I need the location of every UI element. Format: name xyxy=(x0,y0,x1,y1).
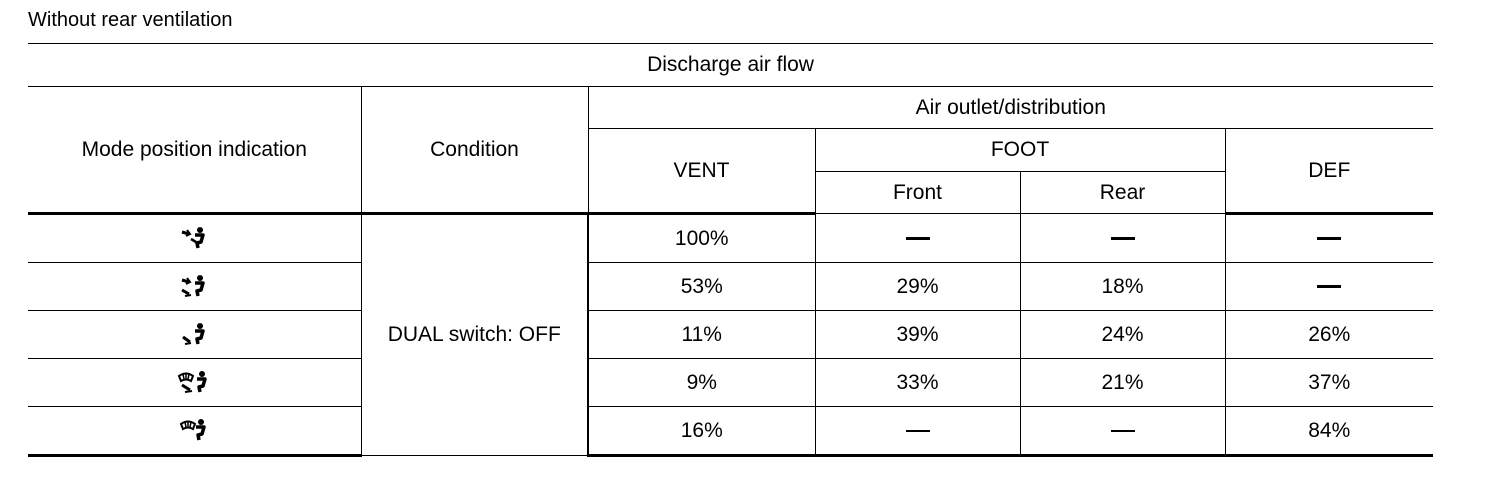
header-foot: FOOT xyxy=(815,129,1225,172)
table-row xyxy=(28,407,1433,456)
table-caption: Without rear ventilation xyxy=(28,9,233,31)
vent-value: 11% xyxy=(588,311,815,359)
dash-mark xyxy=(906,430,930,432)
rear-value: 24% xyxy=(1020,311,1225,359)
rear-value: 21% xyxy=(1020,359,1225,407)
def-value xyxy=(1225,263,1433,311)
vent-value: 100% xyxy=(588,214,815,263)
header-foot-front: Front xyxy=(815,172,1020,214)
table-row xyxy=(28,311,1433,359)
table-row xyxy=(28,359,1433,407)
mode-cell xyxy=(28,359,361,407)
def-value: 26% xyxy=(1225,311,1433,359)
def-value: 37% xyxy=(1225,359,1433,407)
header-mode-position: Mode position indication xyxy=(28,87,361,214)
discharge-air-flow-table xyxy=(28,43,1433,457)
table-row xyxy=(28,214,1433,263)
front-value: 29% xyxy=(815,263,1020,311)
dash-mark xyxy=(1111,237,1135,240)
header-condition: Condition xyxy=(361,87,588,214)
condition-cell: DUAL switch: OFF xyxy=(361,214,588,456)
front-value: 39% xyxy=(815,311,1020,359)
mode-cell xyxy=(28,263,361,311)
bi-level-mode-icon xyxy=(179,274,209,300)
def-value: 84% xyxy=(1225,407,1433,456)
front-value xyxy=(815,407,1020,456)
front-value xyxy=(815,214,1020,263)
rear-value xyxy=(1020,407,1225,456)
foot-defrost-mode-icon xyxy=(177,370,211,396)
vent-value: 53% xyxy=(588,263,815,311)
dash-mark xyxy=(1317,285,1341,288)
rear-value xyxy=(1020,214,1225,263)
dash-mark xyxy=(1317,237,1341,240)
vent-mode-icon xyxy=(179,226,209,252)
table-title: Discharge air flow xyxy=(28,44,1433,87)
dash-mark xyxy=(906,237,930,240)
header-foot-rear: Rear xyxy=(1020,172,1225,214)
table-row xyxy=(28,263,1433,311)
mode-cell xyxy=(28,311,361,359)
vent-value: 9% xyxy=(588,359,815,407)
dash-mark xyxy=(1111,430,1135,432)
front-value: 33% xyxy=(815,359,1020,407)
def-value xyxy=(1225,214,1433,263)
header-air-outlet-distribution: Air outlet/distribution xyxy=(588,87,1433,129)
header-vent: VENT xyxy=(588,129,815,214)
mode-cell xyxy=(28,407,361,456)
header-def: DEF xyxy=(1225,129,1433,214)
mode-cell xyxy=(28,214,361,263)
rear-value: 18% xyxy=(1020,263,1225,311)
vent-value: 16% xyxy=(588,407,815,456)
foot-mode-icon xyxy=(179,322,209,348)
defrost-mode-icon xyxy=(179,418,209,444)
